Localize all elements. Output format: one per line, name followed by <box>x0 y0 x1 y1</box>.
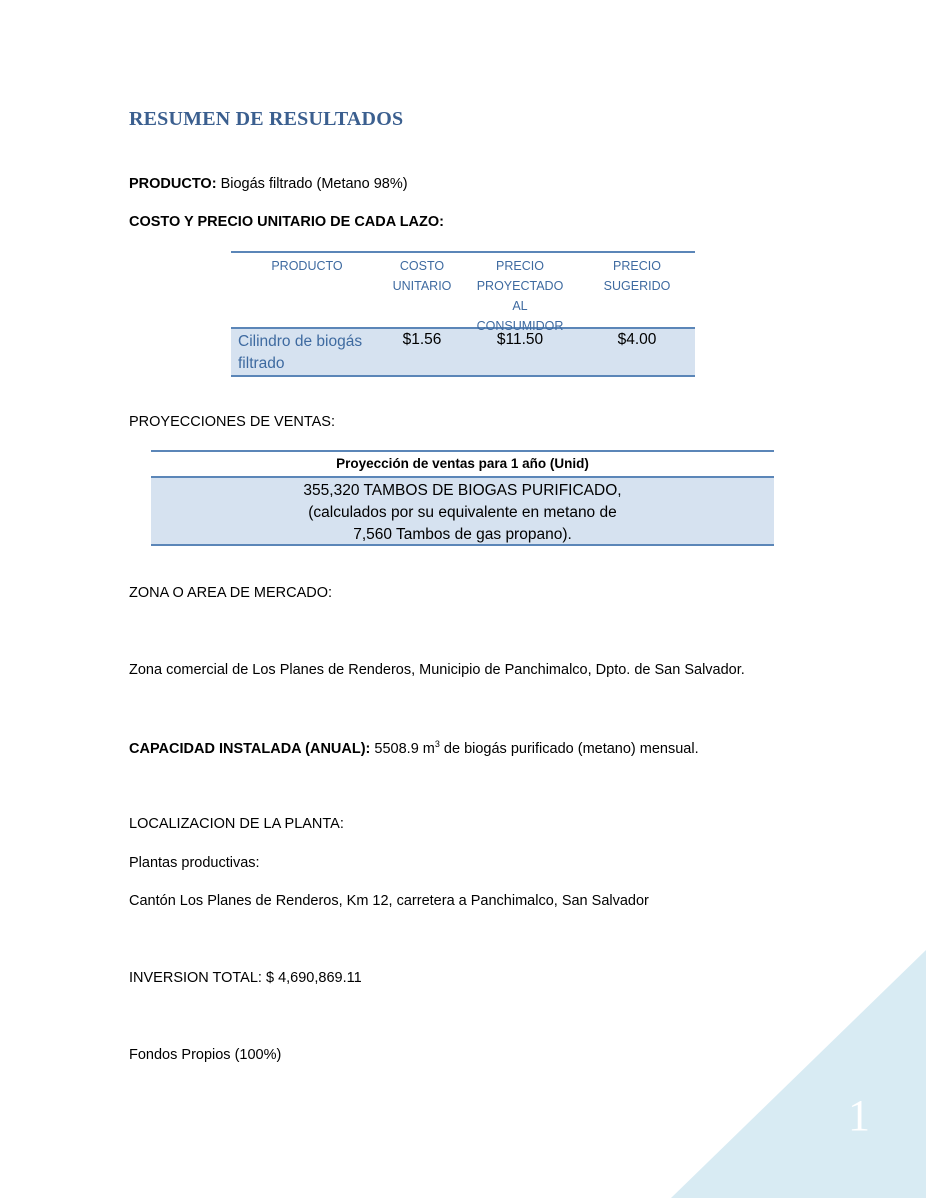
plantas-label: Plantas productivas: <box>129 855 260 871</box>
header-line: PRECIO <box>496 259 544 273</box>
sales-table-header: Proyección de ventas para 1 año (Unid) <box>151 452 774 478</box>
sales-table <box>151 450 774 546</box>
header-line: COSTO <box>399 259 445 273</box>
zona-text: Zona comercial de Los Planes de Renderos, Municipio de Panchimalco, Dpto. de San Salvador. <box>129 662 745 678</box>
header-precio-sugerido <box>579 253 695 327</box>
proyecciones-heading: PROYECCIONES DE VENTAS: <box>129 414 335 430</box>
table-row <box>231 329 695 375</box>
sales-line: (calculados por su equivalente en metano de <box>308 504 617 521</box>
cell-costo-unitario: $1.56 <box>402 331 442 348</box>
header-precio-proyectado <box>461 253 579 333</box>
fondos-propios: Fondos Propios (100%) <box>129 1047 282 1063</box>
header-line: PRECIO <box>613 259 661 273</box>
planta-text: Cantón Los Planes de Renderos, Km 12, carretera a Panchimalco, San Salvador <box>129 893 649 909</box>
header-line: CONSUMIDOR <box>476 319 564 333</box>
producto-value: Biogás filtrado (Metano 98%) <box>220 176 408 192</box>
page-number: 1 <box>848 1091 870 1140</box>
header-line: PRODUCTO <box>271 259 343 273</box>
corner-triangle-decoration <box>671 950 926 1198</box>
capacidad-sup: 3 <box>434 739 440 749</box>
header-producto <box>231 253 383 327</box>
header-line: PROYECTADO <box>476 279 564 293</box>
costo-heading <box>129 214 444 230</box>
capacidad-value: 5508.9 m <box>374 740 435 757</box>
capacidad-rest: de biogás purificado (metano) mensual. <box>443 740 699 757</box>
capacidad-label: CAPACIDAD INSTALADA (ANUAL): <box>129 740 371 757</box>
price-table <box>231 251 695 377</box>
producto-line <box>129 176 408 192</box>
producto-label: PRODUCTO: <box>129 176 217 192</box>
header-costo-unitario <box>383 253 461 327</box>
costo-heading-text: COSTO Y PRECIO UNITARIO DE CADA LAZO: <box>129 214 444 230</box>
page-title: RESUMEN DE RESULTADOS <box>129 108 404 130</box>
zona-heading: ZONA O AREA DE MERCADO: <box>129 585 333 601</box>
header-line: UNITARIO <box>392 279 452 293</box>
price-table-header <box>231 253 695 333</box>
localizacion-heading: LOCALIZACION DE LA PLANTA: <box>129 816 344 832</box>
header-line: AL <box>512 299 528 313</box>
sales-line: 355,320 TAMBOS DE BIOGAS PURIFICADO, <box>303 482 622 499</box>
cell-precio-sugerido: $4.00 <box>617 331 657 348</box>
sales-table-body <box>151 478 774 544</box>
cell-precio-proyectado: $11.50 <box>496 331 544 348</box>
capacidad-line <box>129 739 699 757</box>
inversion-total: INVERSION TOTAL: $ 4,690,869.11 <box>129 970 362 986</box>
sales-line: 7,560 Tambos de gas propano). <box>353 526 572 543</box>
cell-producto: Cilindro de biogás filtrado <box>238 333 363 372</box>
header-line: SUGERIDO <box>603 279 671 293</box>
